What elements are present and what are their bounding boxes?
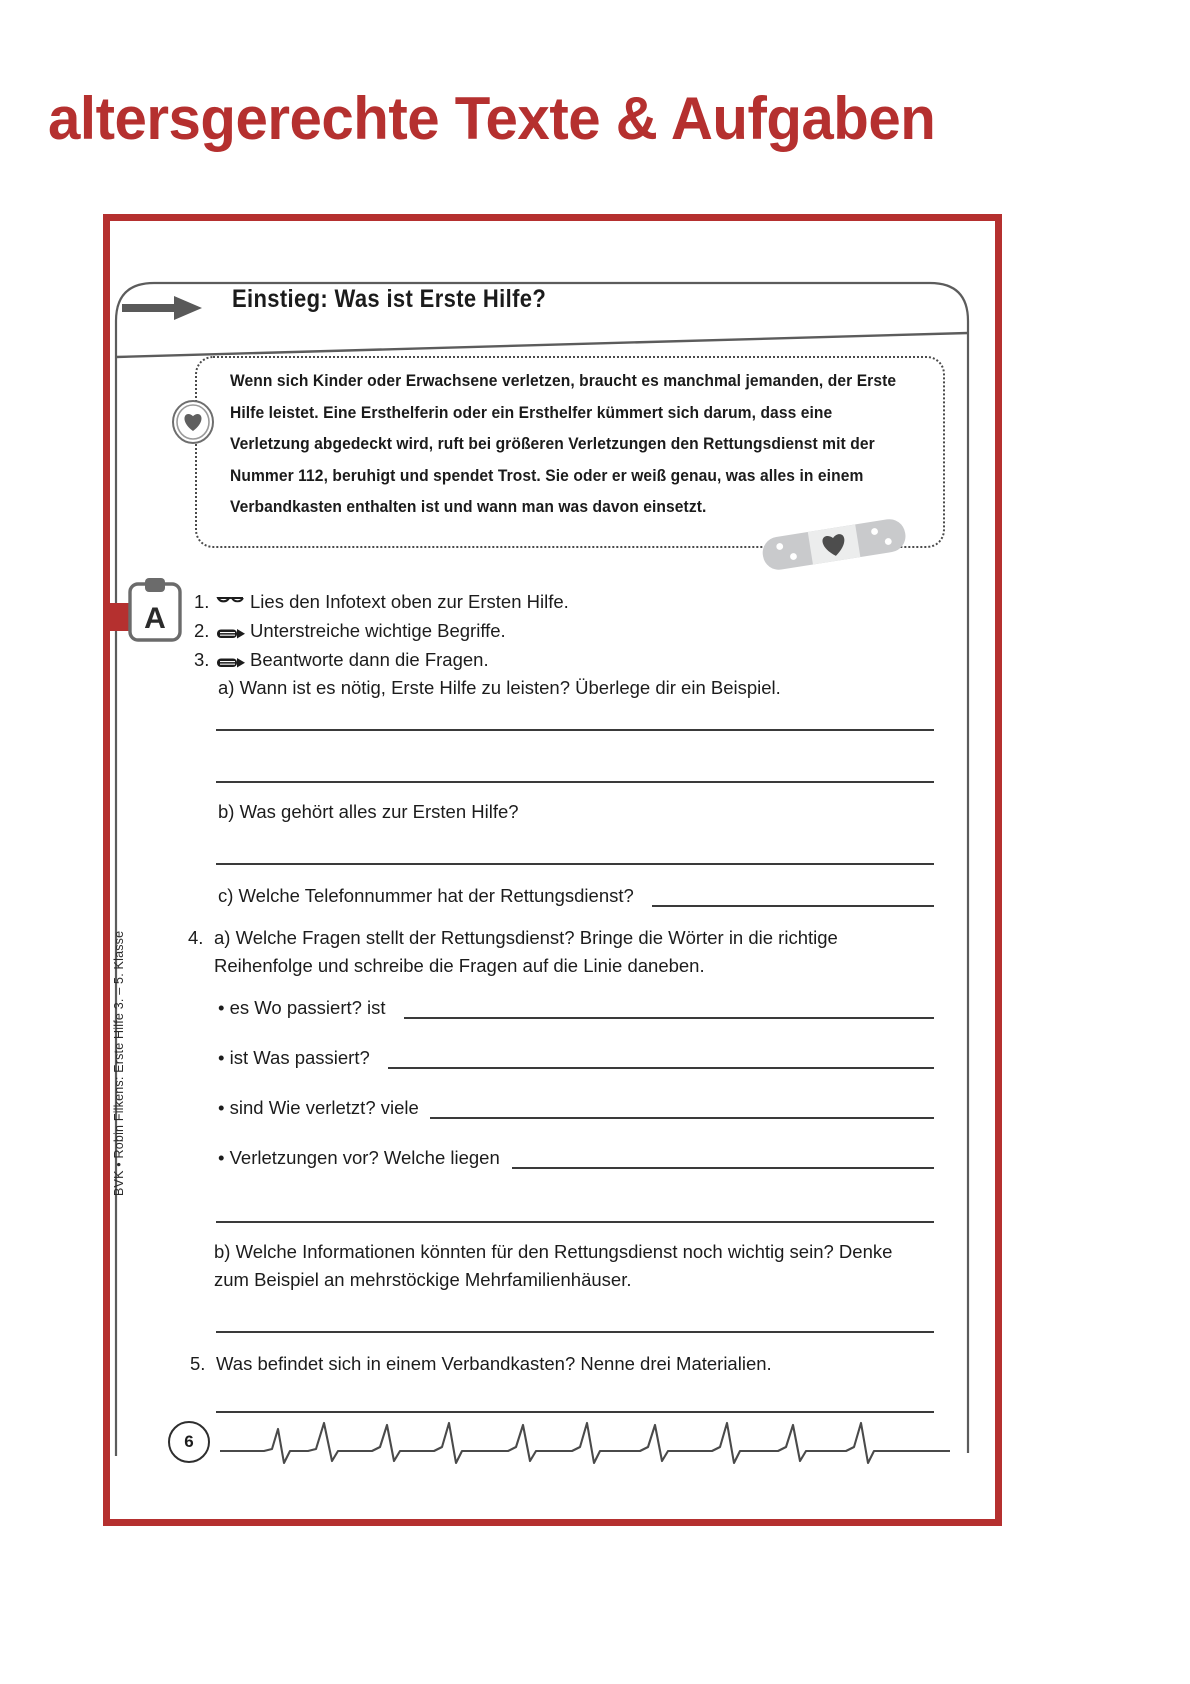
scramble-bullet-1: • es Wo passiert? ist: [218, 997, 386, 1018]
pencil-icon: [216, 656, 250, 669]
side-credit: BVK • Robin Filkens: Erste Hilfe 3. – 5. Klasse: [112, 930, 126, 1196]
answer-line[interactable]: [512, 1167, 934, 1169]
answer-line[interactable]: [652, 905, 934, 907]
question-3a: a) Wann ist es nötig, Erste Hilfe zu leisten? Überlege dir ein Beispiel.: [218, 677, 781, 698]
task-item-1: [194, 587, 984, 616]
pencil-icon: [216, 627, 250, 640]
glasses-icon: [216, 596, 250, 611]
question-3b: b) Was gehört alles zur Ersten Hilfe?: [218, 801, 519, 822]
clipboard-icon: [124, 578, 186, 642]
question-4a-line1: a) Welche Fragen stellt der Rettungsdienst? Bringe die Wörter in die richtige: [214, 927, 838, 948]
task-label: Lies den Infotext oben zur Ersten Hilfe.: [250, 591, 569, 612]
arrow-right-icon: [122, 295, 204, 321]
question-5: Was befindet sich in einem Verbandkasten? Nenne drei Materialien.: [216, 1353, 772, 1374]
scramble-bullet-4: • Verletzungen vor? Welche liegen: [218, 1147, 500, 1168]
heart-badge-icon: [170, 399, 216, 445]
task-list: [194, 587, 984, 674]
task-number: 1.: [194, 591, 210, 612]
heartbeat-line-icon: [220, 1409, 950, 1479]
question-4b-line1: b) Welche Informationen könnten für den Rettungsdienst noch wichtig sein? Denke: [214, 1241, 893, 1262]
info-text: Wenn sich Kinder oder Erwachsene verletzen, braucht es manchmal jemanden, der Erste Hilfe leistet. Eine Ersthelferin oder ein Ersthelfer kümmert sich darum, dass eine Verletzung abgedeckt wird, ruft bei größeren Verletzungen den Rettungsdienst mit der Nummer 112, beruhigt und spendet Trost. Sie oder er weiß genau, was alles in einem Verbandkasten enthalten ist und wann man was davon einsetzt.: [230, 372, 897, 516]
answer-line[interactable]: [216, 863, 934, 865]
section-heading: Einstieg: Was ist Erste Hilfe?: [232, 285, 547, 313]
answer-line[interactable]: [216, 1331, 934, 1333]
task-item-2: [194, 616, 984, 645]
question-3c: c) Welche Telefonnummer hat der Rettungsdienst?: [218, 885, 634, 906]
page-title: altersgerechte Texte & Aufgaben: [48, 85, 936, 152]
answer-line[interactable]: [430, 1117, 934, 1119]
worksheet-content: [110, 221, 995, 1519]
scramble-bullet-2: • ist Was passiert?: [218, 1047, 370, 1068]
question-4b-line2: zum Beispiel an mehrstöckige Mehrfamilienhäuser.: [214, 1269, 632, 1290]
task-number: 3.: [194, 649, 210, 670]
answer-line[interactable]: [216, 1221, 934, 1223]
question-4-number: 4.: [188, 927, 204, 948]
answer-line[interactable]: [404, 1017, 934, 1019]
task-item-3: [194, 645, 984, 674]
task-label: Unterstreiche wichtige Begriffe.: [250, 620, 506, 641]
task-number: 2.: [194, 620, 210, 641]
page-number: 6: [168, 1421, 210, 1463]
question-5-number: 5.: [190, 1353, 206, 1374]
question-4a-line2: Reihenfolge und schreibe die Fragen auf die Linie daneben.: [214, 955, 705, 976]
bandaid-heart-icon: [758, 516, 910, 572]
scramble-bullet-3: • sind Wie verletzt? viele: [218, 1097, 419, 1118]
svg-text:A: A: [144, 602, 166, 635]
answer-line[interactable]: [216, 781, 934, 783]
answer-line[interactable]: [388, 1067, 934, 1069]
worksheet-sheet: [103, 214, 1002, 1526]
task-label: Beantworte dann die Fragen.: [250, 649, 489, 670]
answer-line[interactable]: [216, 729, 934, 731]
